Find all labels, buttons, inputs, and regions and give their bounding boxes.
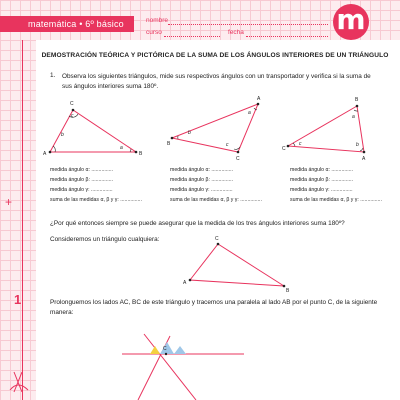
t3-vertex-c: C	[282, 146, 286, 152]
t3-vertex-a: A	[362, 156, 366, 162]
date-label: fecha	[228, 29, 244, 36]
t1-side-b: b	[61, 132, 64, 138]
brand-logo: m	[333, 4, 369, 40]
t1-vertex-c: C	[70, 101, 74, 107]
t2-side-b: b	[188, 130, 191, 136]
t4-vertex-b: B	[286, 288, 290, 294]
t2-side-a: a	[248, 110, 251, 116]
t3-field-sum[interactable]: suma de las medidas α, β y γ: ...............	[290, 197, 382, 203]
t3-side-c: c	[299, 141, 302, 147]
t1-field-beta[interactable]: medida ángulo β: ...............	[50, 177, 113, 183]
t3-field-beta[interactable]: medida ángulo β: ...............	[290, 177, 353, 183]
course-label: curso	[146, 29, 162, 36]
t2-field-alpha[interactable]: medida ángulo α: ...............	[170, 167, 233, 173]
consider-text: Consideremos un triángulo cualquiera:	[50, 236, 160, 243]
parallel-diagram	[122, 334, 244, 400]
t2-field-gamma[interactable]: medida ángulo γ: ...............	[170, 187, 233, 193]
t1-side-c: c	[71, 113, 74, 119]
margin-number: 1	[14, 292, 22, 307]
t2-vertex-c: C	[236, 156, 240, 162]
triangle-1	[43, 101, 143, 157]
prolong-text: Prolonguemos los lados AC, BC de este triángulo y tracemos una paralela al lado AB por el punto C, de la siguiente manera:	[50, 299, 378, 316]
plus-icon: +	[5, 195, 13, 209]
t4-vertex-c: C	[215, 236, 219, 242]
t4-vertex-a: A	[183, 280, 187, 286]
t1-vertex-b: B	[139, 151, 143, 157]
t3-side-b: b	[356, 142, 359, 148]
t2-side-c: c	[226, 142, 229, 148]
t3-field-alpha[interactable]: medida ángulo α: ...............	[290, 167, 353, 173]
t3-vertex-b: B	[355, 97, 359, 103]
t2-vertex-a: A	[257, 96, 261, 102]
worksheet-title: DEMOSTRACIÓN TEÓRICA Y PICTÓRICA DE LA SUMA DE LOS ÁNGULOS INTERIORES DE UN TRIÁNGULO	[41, 52, 389, 59]
name-label: nombre	[146, 17, 169, 24]
triangle-3	[282, 97, 366, 162]
t1-field-alpha[interactable]: medida ángulo α: ...............	[50, 167, 113, 173]
question-1-text: Observa los siguientes triángulos, mide sus respectivos ángulos con un transportador y verifica si la suma de sus ángulos interiores suma 180º.	[62, 73, 371, 90]
t2-field-sum[interactable]: suma de las medidas α, β y γ: ...............	[170, 197, 262, 203]
subject-label: matemática • 6º básico	[0, 16, 134, 32]
question-text: ¿Por qué entonces siempre se puede asegurar que la medida de los tres ángulos interiores suma 180º?	[50, 220, 345, 227]
t2-vertex-b: B	[167, 141, 171, 147]
t1-vertex-a: A	[43, 151, 47, 157]
t3-field-gamma[interactable]: medida ángulo γ: ...............	[290, 187, 353, 193]
t1-side-a: a	[120, 145, 123, 151]
t1-field-gamma[interactable]: medida ángulo γ: ...............	[50, 187, 113, 193]
triangle-4	[183, 236, 290, 294]
t1-field-sum[interactable]: suma de las medidas α, β y γ: ...............	[50, 197, 142, 203]
t2-field-beta[interactable]: medida ángulo β: ...............	[170, 177, 233, 183]
triangle-2	[167, 96, 261, 162]
d5-vertex-c: C	[163, 346, 167, 352]
question-1-number: 1.	[50, 72, 56, 79]
t3-side-a: a	[352, 114, 355, 120]
